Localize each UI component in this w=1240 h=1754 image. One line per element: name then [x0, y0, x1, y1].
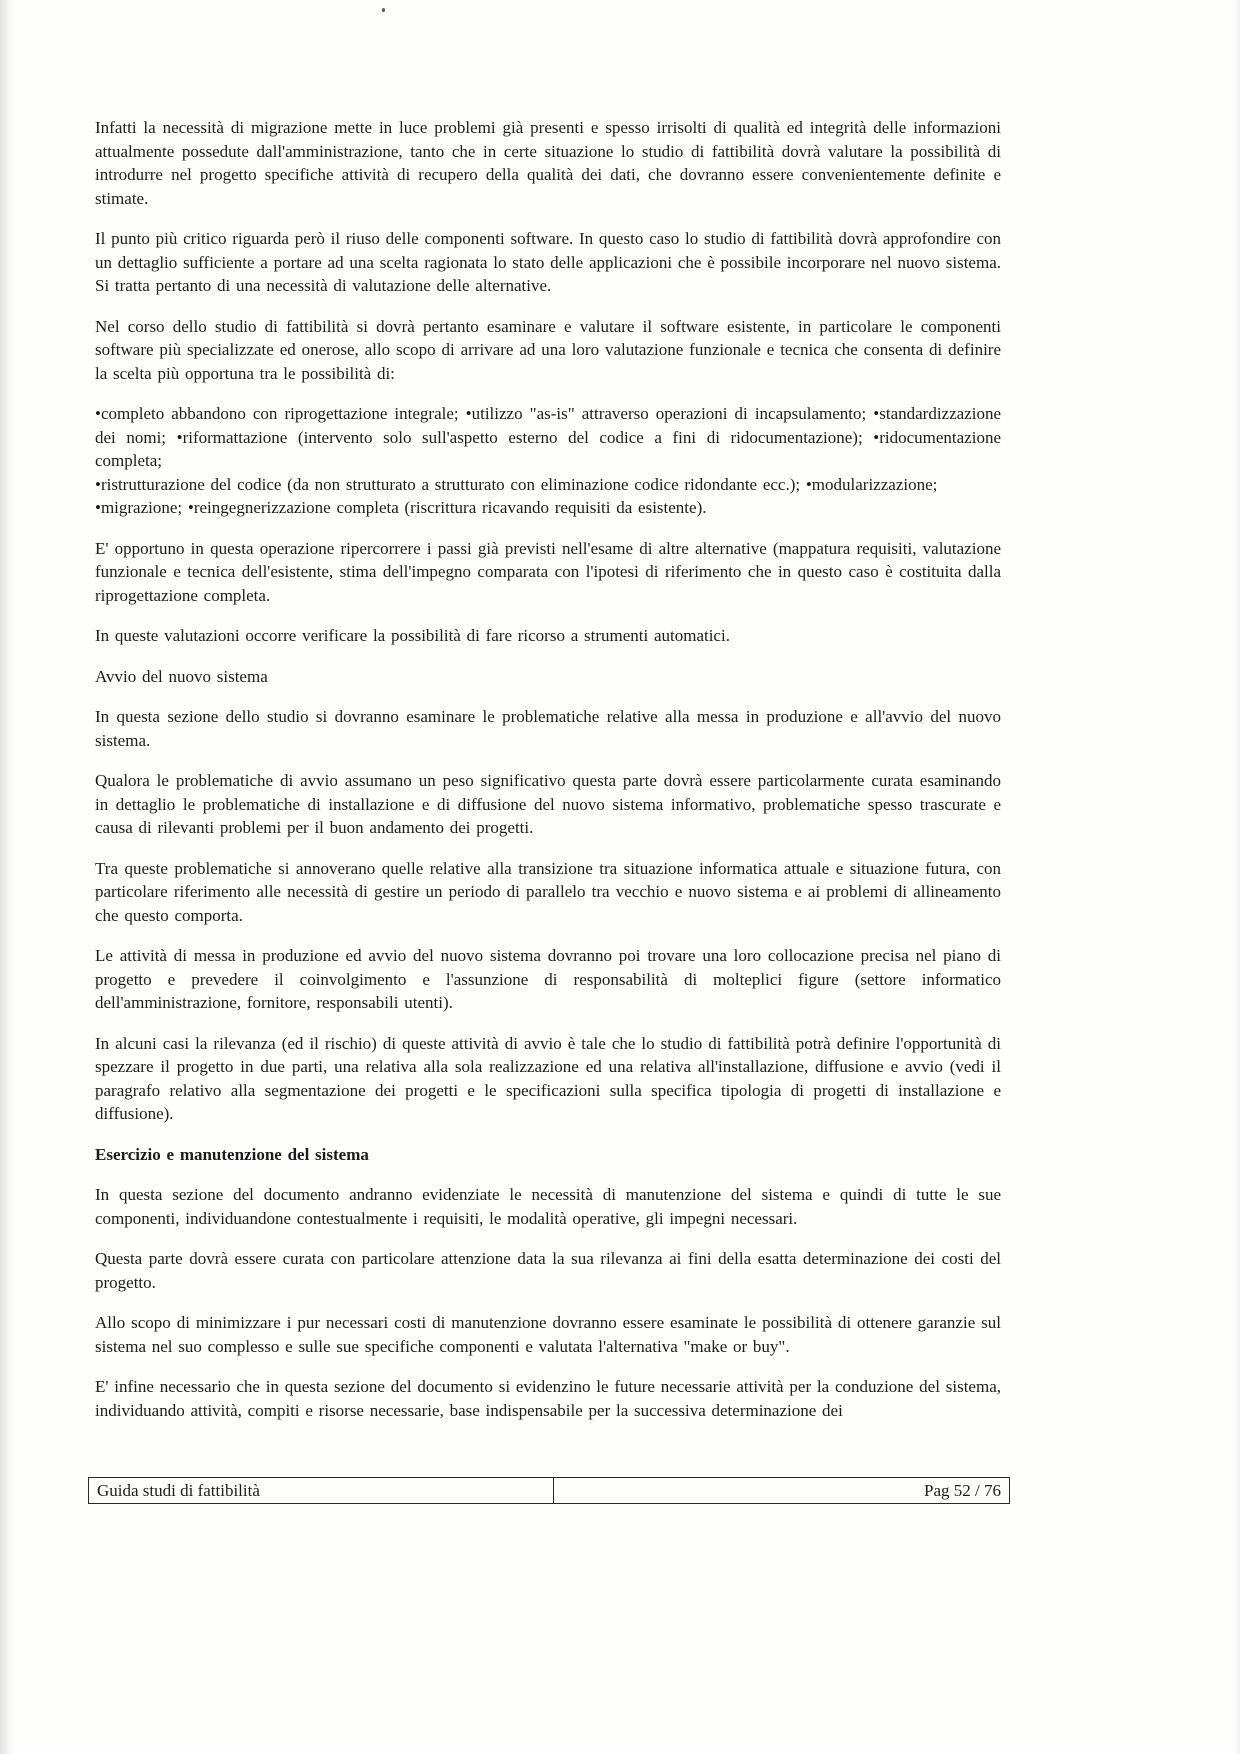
paragraph: E' opportuno in questa operazione ripercorrere i passi già previsti nell'esame di altre alternative (mappatura requisiti, valutazione funzionale e tecnica dell'esistente, stima dell'impegno comparata con l'ipotesi di riferimento che in questo caso è costituita dalla riprogettazione completa.	[95, 538, 1001, 605]
paragraph: Qualora le problematiche di avvio assumano un peso significativo questa parte dovrà essere particolarmente curata esaminando in dettaglio le problematiche di installazione e di diffusione del nuovo sistema informativo, problematiche spesso trascurate e causa di rilevanti problemi per il buon andamento dei progetti.	[95, 771, 1001, 837]
paragraph: In questa sezione del documento andranno evidenziate le necessità di manutenzione del sistema e quindi di tutte le sue componenti, individuandone contestualmente i requisiti, le modalità operative, gli impegni necessari.	[95, 1185, 1001, 1228]
paragraph: Nel corso dello studio di fattibilità si dovrà pertanto esaminare e valutare il software esistente, in particolare le componenti software più specializzate ed onerose, allo scopo di arrivare ad una loro valutazione funzionale e tecnica che consenta di definire la scelta più opportuna tra le possibilità di:	[95, 316, 1001, 383]
paragraph: E' infine necessario che in questa sezione del documento si evidenzino le future necessarie attività per la conduzione del sistema, individuando attività, compiti e risorse necessarie, base indispensabile per la successiva determinazione dei	[95, 1377, 1001, 1420]
paragraph: Tra queste problematiche si annoverano quelle relative alla transizione tra situazione informatica attuale e situazione futura, con particolare riferimento alle necessità di gestire un periodo di parallelo tra vecchio e nuovo sistema e ai problemi di allineamento che questo comporta.	[95, 858, 1001, 925]
document-body	[95, 116, 1001, 1439]
page-footer	[88, 1477, 1010, 1504]
paragraph: Questa parte dovrà essere curata con particolare attenzione data la sua rilevanza ai fini della esatta determinazione dei costi del progetto.	[95, 1249, 1001, 1292]
scan-artifact-dot	[382, 8, 385, 12]
paragraph: Infatti la necessità di migrazione mette in luce problemi già presenti e spesso irrisolti di qualità ed integrità delle informazioni attualmente possedute dall'amministrazione, tanto che in certe situazione lo studio di fattibilità dovrà valutare la possibilità di introdurre nel progetto specifiche attività di recupero della qualità dei dati, che dovranno essere convenientemente definite e stimate.	[95, 118, 1001, 208]
section-heading-avvio: Avvio del nuovo sistema	[95, 666, 268, 686]
footer-page-number: Pag 52 / 76	[924, 1481, 1001, 1500]
paragraph: In queste valutazioni occorre verificare la possibilità di fare ricorso a strumenti automatici.	[95, 626, 730, 645]
bullet-item: •completo abbandono con riprogettazione integrale; •utilizzo "as-is" attraverso operazioni di incapsulamento; •standardizzazione dei nomi; •riformattazione (intervento solo sull'aspetto esterno del codice a fini di ridocumentazione); •ridocumentazione completa;	[95, 404, 1001, 470]
bullet-list	[95, 402, 1001, 520]
footer-document-title: Guida studi di fattibilità	[89, 1478, 554, 1503]
paragraph: Le attività di messa in produzione ed avvio del nuovo sistema dovranno poi trovare una loro collocazione precisa nel piano di progetto e prevedere il coinvolgimento e l'assunzione di responsabilità di molteplici figure (settore informatico dell'amministrazione, fornitore, responsabili utenti).	[95, 946, 1001, 1012]
bullet-item: •ristrutturazione del codice (da non strutturato a strutturato con eliminazione codice ridondante ecc.); •modularizzazione;	[95, 474, 938, 494]
paragraph: In questa sezione dello studio si dovranno esaminare le problematiche relative alla messa in produzione e all'avvio del nuovo sistema.	[95, 707, 1001, 750]
section-heading-esercizio: Esercizio e manutenzione del sistema	[95, 1144, 369, 1164]
scan-edge-artifact-right	[1234, 0, 1240, 1754]
paragraph: Allo scopo di minimizzare i pur necessari costi di manutenzione dovranno essere esaminate le possibilità di ottenere garanzie sul sistema nel suo complesso e sulle sue specifiche componenti e valutata l'alternativa "make or buy".	[95, 1313, 1001, 1356]
paragraph: Il punto più critico riguarda però il riuso delle componenti software. In questo caso lo studio di fattibilità dovrà approfondire con un dettaglio sufficiente a portare ad una scelta ragionata lo stato delle applicazioni che è possibile incorporare nel nuovo sistema. Si tratta pertanto di una necessità di valutazione delle alternative.	[95, 229, 1001, 295]
scan-edge-artifact-left	[0, 0, 14, 1754]
paragraph: In alcuni casi la rilevanza (ed il rischio) di queste attività di avvio è tale che lo studio di fattibilità potrà definire l'opportunità di spezzare il progetto in due parti, una relativa alla sola realizzazione ed una relativa all'installazione, diffusione e avvio (vedi il paragrafo relativo alla segmentazione dei progetti e le specificazioni sulla specifica tipologia di progetti di installazione e diffusione).	[95, 1033, 1001, 1123]
bullet-item: •migrazione; •reingegnerizzazione completa (riscrittura ricavando requisiti da esistente).	[95, 498, 707, 517]
